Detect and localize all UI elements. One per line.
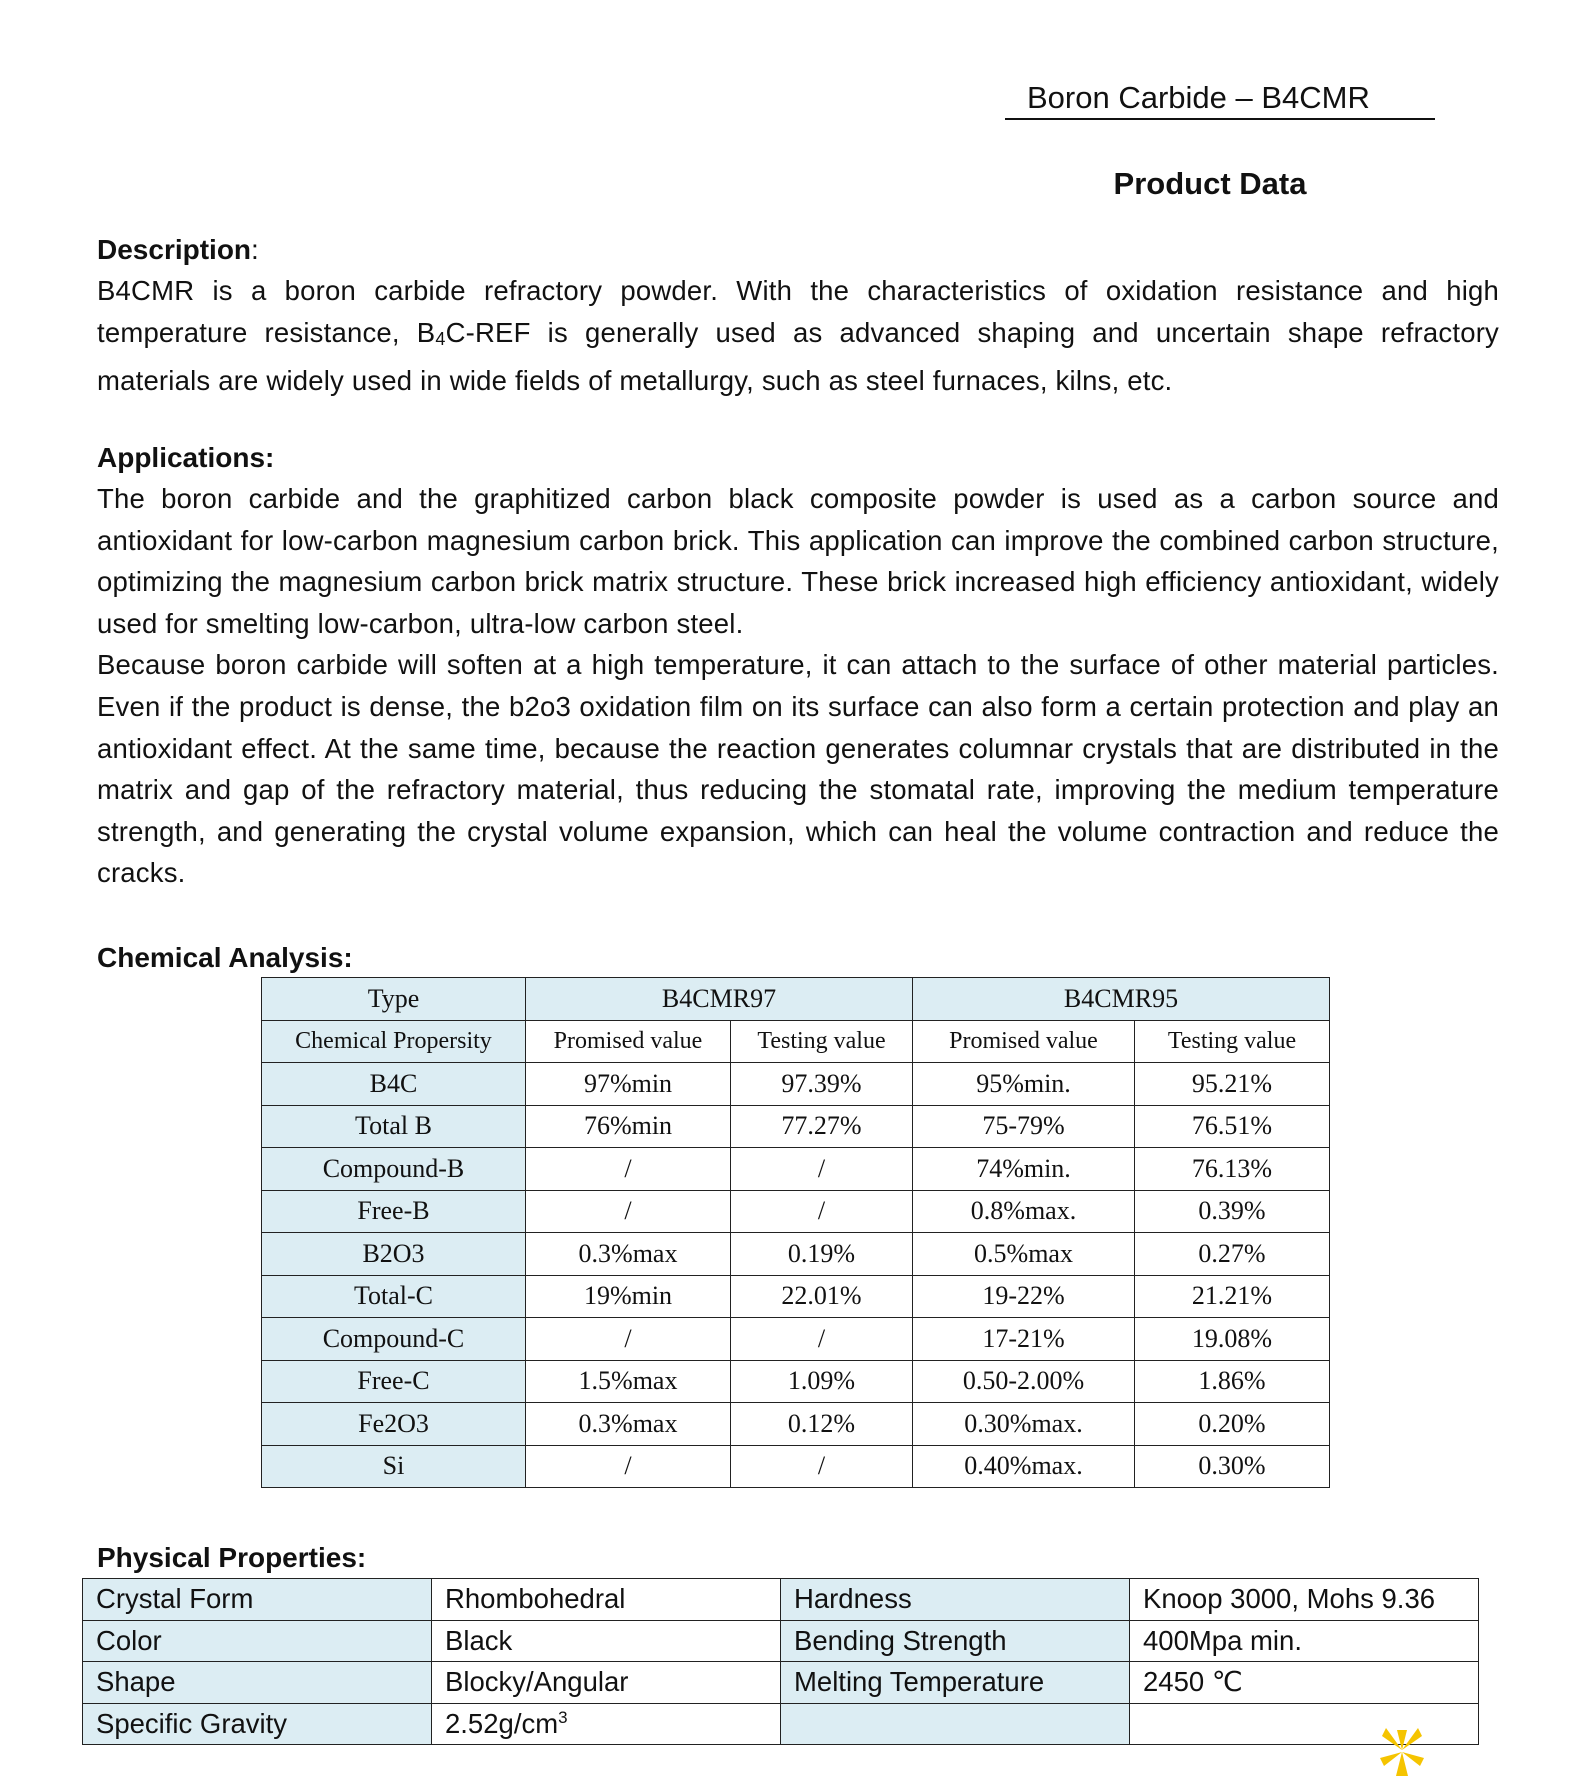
- applications-section: [97, 438, 1499, 894]
- physical-properties-heading: Physical Properties:: [97, 1542, 367, 1573]
- chemical-analysis-section: [97, 938, 1499, 978]
- chem-subheader-row: [262, 1020, 1330, 1063]
- table-cell: /: [526, 1148, 731, 1191]
- table-row: [262, 1318, 1330, 1361]
- table-row: [262, 1445, 1330, 1488]
- description-subscript: 4: [435, 328, 446, 349]
- chem-promised-header: Promised value: [526, 1020, 731, 1063]
- table-cell: 76.13%: [1135, 1148, 1330, 1191]
- applications-paragraph-2: Because boron carbide will soften at a high temperature, it can attach to the surface of other material particles. Even if the product is dense, the b2o3 oxidation film on its surface can also form a certain protection and play an antioxidant effect. At the same time, because the reaction generates columnar crystals that are distributed in the matrix and gap of the refractory material, thus reducing the stomatal rate, improving the medium temperature strength, and generating the crystal volume expansion, which can heal the volume contraction and reduce the cracks.: [97, 649, 1499, 889]
- table-cell: 75-79%: [913, 1105, 1135, 1148]
- table-cell: 0.40%max.: [913, 1445, 1135, 1488]
- table-cell: 97%min: [526, 1063, 731, 1106]
- table-cell: 76%min: [526, 1105, 731, 1148]
- table-cell: 1.5%max: [526, 1360, 731, 1403]
- chem-testing-header: Testing value: [731, 1020, 913, 1063]
- specific-gravity-superscript: 3: [558, 1707, 568, 1727]
- table-cell: 0.12%: [731, 1403, 913, 1446]
- description-text: [97, 270, 1499, 402]
- table-cell: 19.08%: [1135, 1318, 1330, 1361]
- chem-testing-header: Testing value: [1135, 1020, 1330, 1063]
- table-row: [262, 1360, 1330, 1403]
- table-cell: 0.19%: [731, 1233, 913, 1276]
- description-heading-colon: :: [251, 234, 259, 265]
- table-row: [262, 1275, 1330, 1318]
- property-label: Specific Gravity: [83, 1703, 432, 1745]
- table-cell: Si: [262, 1445, 526, 1488]
- applications-paragraph-1: The boron carbide and the graphitized carbon black composite powder is used as a carbon source and antioxidant for low-carbon magnesium carbon brick. This application can improve the combined carbon structure, optimizing the magnesium carbon brick matrix structure. These brick increased high efficiency antioxidant, widely used for smelting low-carbon, ultra-low carbon steel.: [97, 483, 1499, 639]
- table-cell: 0.27%: [1135, 1233, 1330, 1276]
- table-row: [83, 1662, 1479, 1704]
- property-label: Hardness: [781, 1579, 1130, 1621]
- property-label: Color: [83, 1620, 432, 1662]
- table-cell: 0.5%max: [913, 1233, 1135, 1276]
- table-cell: 97.39%: [731, 1063, 913, 1106]
- table-cell: 76.51%: [1135, 1105, 1330, 1148]
- property-label: Crystal Form: [83, 1579, 432, 1621]
- company-logo-icon: [1376, 1726, 1428, 1777]
- table-cell: /: [731, 1445, 913, 1488]
- property-value: Black: [432, 1620, 781, 1662]
- property-value: Blocky/Angular: [432, 1662, 781, 1704]
- table-cell: 0.3%max: [526, 1403, 731, 1446]
- table-row: [262, 1148, 1330, 1191]
- table-cell: 17-21%: [913, 1318, 1135, 1361]
- table-row: [83, 1703, 1479, 1745]
- chemical-analysis-table: [261, 977, 1330, 1488]
- table-cell: 0.30%: [1135, 1445, 1330, 1488]
- property-label: Bending Strength: [781, 1620, 1130, 1662]
- table-row: [262, 1063, 1330, 1106]
- property-value: 400Mpa min.: [1130, 1620, 1479, 1662]
- table-row: [262, 1105, 1330, 1148]
- table-cell: 19-22%: [913, 1275, 1135, 1318]
- table-row: [83, 1620, 1479, 1662]
- table-cell: 1.86%: [1135, 1360, 1330, 1403]
- table-cell: 95.21%: [1135, 1063, 1330, 1106]
- chem-type-header: Type: [262, 978, 526, 1021]
- table-cell: Free-B: [262, 1190, 526, 1233]
- table-cell: Compound-B: [262, 1148, 526, 1191]
- table-cell: 0.3%max: [526, 1233, 731, 1276]
- chemical-analysis-heading: Chemical Analysis:: [97, 942, 353, 973]
- table-cell: 19%min: [526, 1275, 731, 1318]
- description-heading: [97, 230, 1499, 270]
- table-cell: /: [731, 1148, 913, 1191]
- chem-grade-2-header: B4CMR95: [913, 978, 1330, 1021]
- document-subtitle: Product Data: [1113, 166, 1307, 201]
- property-value: 2450 ℃: [1130, 1662, 1479, 1704]
- chem-header-row: [262, 978, 1330, 1021]
- description-text-part2: C-REF is generally used as advanced shaping and uncertain shape refractory materials are widely used in wide fields of metallurgy, such as steel furnaces, kilns, etc.: [97, 316, 1499, 397]
- table-cell: 1.09%: [731, 1360, 913, 1403]
- table-cell: B4C: [262, 1063, 526, 1106]
- table-cell: 95%min.: [913, 1063, 1135, 1106]
- table-cell: /: [526, 1445, 731, 1488]
- table-cell: 21.21%: [1135, 1275, 1330, 1318]
- property-value: [432, 1703, 781, 1745]
- table-cell: Compound-C: [262, 1318, 526, 1361]
- table-cell: 0.50-2.00%: [913, 1360, 1135, 1403]
- physical-properties-table: [82, 1578, 1479, 1745]
- table-cell: /: [526, 1318, 731, 1361]
- table-cell: 22.01%: [731, 1275, 913, 1318]
- description-section: [97, 230, 1499, 402]
- table-row: [262, 1403, 1330, 1446]
- physical-properties-section: [97, 1538, 1499, 1578]
- table-cell: Free-C: [262, 1360, 526, 1403]
- table-cell: Fe2O3: [262, 1403, 526, 1446]
- table-cell: 74%min.: [913, 1148, 1135, 1191]
- description-heading-text: Description: [97, 234, 252, 265]
- property-value: Knoop 3000, Mohs 9.36: [1130, 1579, 1479, 1621]
- table-cell: Total B: [262, 1105, 526, 1148]
- property-label: Shape: [83, 1662, 432, 1704]
- table-cell: /: [731, 1190, 913, 1233]
- table-row: [262, 1233, 1330, 1276]
- table-cell: /: [731, 1318, 913, 1361]
- chem-grade-1-header: B4CMR97: [526, 978, 913, 1021]
- specific-gravity-value: 2.52g/cm: [445, 1707, 559, 1739]
- applications-heading: Applications:: [97, 442, 275, 473]
- table-cell: Total-C: [262, 1275, 526, 1318]
- table-row: [262, 1190, 1330, 1233]
- chem-promised-header: Promised value: [913, 1020, 1135, 1063]
- table-cell: /: [526, 1190, 731, 1233]
- table-row: [83, 1579, 1479, 1621]
- description-text-part1: B4CMR is a boron carbide refractory powder. With the characteristics of oxidation resistance and high temperature resistance, B: [97, 275, 1499, 348]
- table-cell: 0.30%max.: [913, 1403, 1135, 1446]
- property-value: Rhombohedral: [432, 1579, 781, 1621]
- table-cell: 0.20%: [1135, 1403, 1330, 1446]
- property-label-empty: [781, 1703, 1130, 1745]
- table-cell: 0.8%max.: [913, 1190, 1135, 1233]
- table-cell: 0.39%: [1135, 1190, 1330, 1233]
- chem-property-header: Chemical Propersity: [262, 1020, 526, 1063]
- table-cell: B2O3: [262, 1233, 526, 1276]
- property-label: Melting Temperature: [781, 1662, 1130, 1704]
- table-cell: 77.27%: [731, 1105, 913, 1148]
- document-title: Boron Carbide – B4CMR: [1005, 80, 1435, 120]
